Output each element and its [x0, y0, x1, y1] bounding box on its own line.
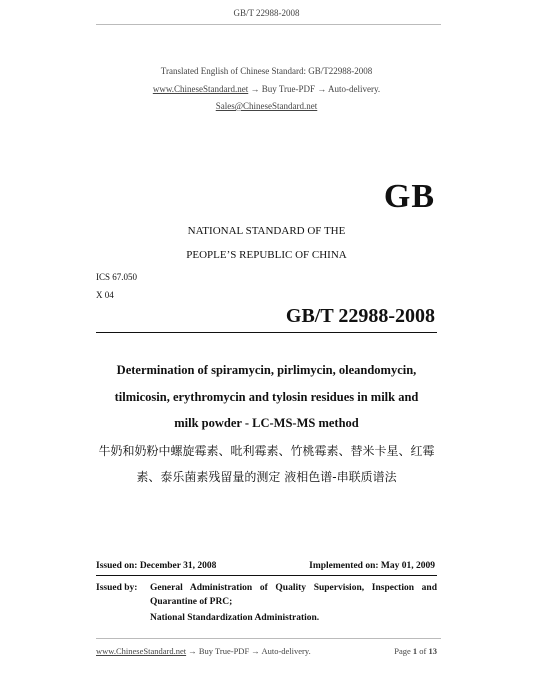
title-en-line3: milk powder - LC-MS-MS method — [174, 416, 359, 430]
of-label: of — [419, 646, 427, 656]
page-number: 1 — [412, 646, 418, 656]
page-label: Page — [394, 646, 411, 656]
translation-notice: Translated English of Chinese Standard: GB/T22988-2008 — [160, 66, 373, 76]
ics-code: ICS 67.050 — [96, 272, 138, 282]
running-header: GB/T 22988-2008 — [233, 8, 300, 18]
footer-purchase-text: → Buy True-PDF → Auto-delivery. — [186, 646, 311, 656]
footer-website-link[interactable]: www.ChineseStandard.net — [96, 646, 187, 656]
title-cn-line2: 素、泰乐菌素残留量的测定 液相色谱-串联质谱法 — [136, 470, 397, 484]
implemented-date: Implemented on: May 01, 2009 — [309, 561, 435, 571]
issued-date: Issued on: December 31, 2008 — [96, 561, 217, 571]
title-cn-line1: 牛奶和奶粉中螺旋霉素、吡利霉素、竹桃霉素、替米卡星、红霉 — [98, 444, 435, 458]
standard-code: GB/T 22988-2008 — [285, 305, 435, 327]
ccs-code: X 04 — [96, 290, 114, 300]
dates-rule — [96, 575, 437, 576]
issuer-line1: General Administration of Quality Supervision, Inspection and — [150, 583, 437, 593]
gb-logo: GB — [383, 178, 435, 215]
header-divider — [96, 24, 441, 25]
sales-email-line — [0, 101, 533, 111]
footer-divider — [96, 638, 441, 639]
sales-email-link[interactable]: Sales@ChineseStandard.net — [215, 101, 318, 111]
purchase-text: → Buy True-PDF → Auto-delivery. — [248, 84, 381, 94]
footer-purchase-line — [96, 646, 311, 656]
title-en-line1: Determination of spiramycin, pirlimycin, oleandomycin, — [116, 363, 417, 377]
purchase-line — [0, 84, 533, 94]
standard-name-line1: NATIONAL STANDARD OF THE — [187, 225, 346, 237]
website-link[interactable]: www.ChineseStandard.net — [152, 84, 249, 94]
page-total: 13 — [428, 646, 437, 656]
title-en-line2: tilmicosin, erythromycin and tylosin residues in milk and — [114, 390, 419, 404]
standard-name-line2: PEOPLE’S REPUBLIC OF CHINA — [186, 249, 347, 261]
issued-by-label: Issued by: — [96, 583, 138, 593]
title-rule — [96, 332, 437, 333]
page-indicator — [394, 646, 437, 656]
issuer-line3: National Standardization Administration. — [150, 613, 320, 623]
issuer-line2: Quarantine of PRC; — [150, 597, 233, 607]
